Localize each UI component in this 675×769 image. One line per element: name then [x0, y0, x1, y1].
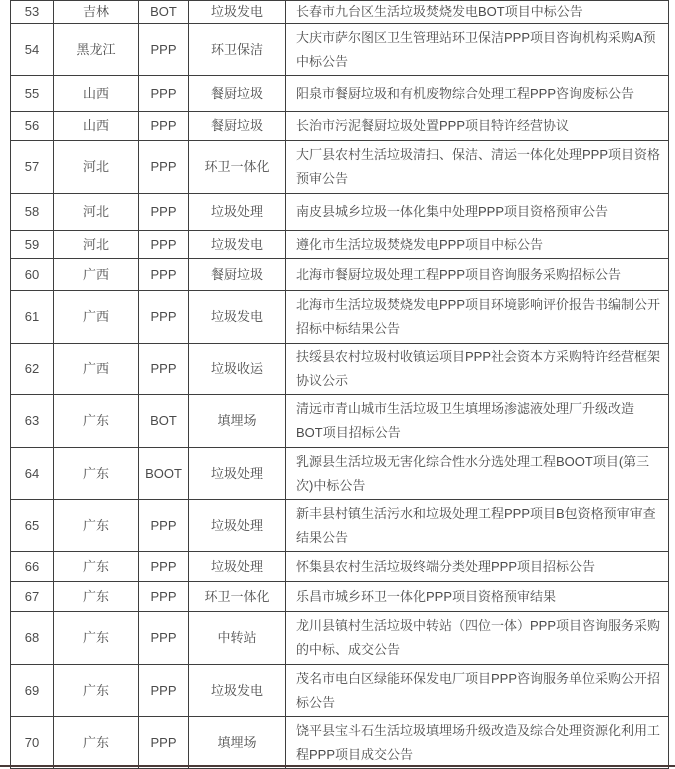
cell-province: 吉林: [54, 1, 139, 23]
cell-index: 57: [11, 141, 54, 193]
cell-index: 58: [11, 194, 54, 230]
cell-model: PPP: [139, 259, 189, 290]
cell-index: 62: [11, 344, 54, 394]
cell-category: 中转站: [189, 612, 286, 664]
cell-index: 56: [11, 112, 54, 140]
table-row: [11, 291, 669, 344]
table-row: [11, 141, 669, 194]
cell-province: 广东: [54, 612, 139, 664]
cell-category: 垃圾处理: [189, 552, 286, 581]
cell-title: 长治市污泥餐厨垃圾处置PPP项目特许经营协议: [286, 112, 669, 140]
cell-province: 山西: [54, 112, 139, 140]
cell-category: 环卫保洁: [189, 24, 286, 75]
cell-title: 龙川县镇村生活垃圾中转站（四位一体）PPP项目咨询服务采购的中标、成交公告: [286, 612, 669, 664]
cell-province: 广东: [54, 395, 139, 447]
cell-model: PPP: [139, 665, 189, 716]
cell-model: PPP: [139, 194, 189, 230]
cell-model: BOT: [139, 395, 189, 447]
cell-index: 54: [11, 24, 54, 75]
table-row: [11, 1, 669, 24]
cell-index: 53: [11, 1, 54, 23]
cell-title: 大庆市萨尔图区卫生管理站环卫保洁PPP项目咨询机构采购A预中标公告: [286, 24, 669, 75]
cell-model: PPP: [139, 76, 189, 111]
cell-category: 环卫一体化: [189, 582, 286, 611]
cell-category: 垃圾收运: [189, 344, 286, 394]
cell-title: 乳源县生活垃圾无害化综合性水分选处理工程BOOT项目(第三次)中标公告: [286, 448, 669, 499]
cell-province: 广西: [54, 344, 139, 394]
cell-index: 63: [11, 395, 54, 447]
cell-index: 61: [11, 291, 54, 343]
table-row: [11, 665, 669, 717]
cell-title: 遵化市生活垃圾焚烧发电PPP项目中标公告: [286, 231, 669, 258]
cell-model: PPP: [139, 500, 189, 551]
cell-category: 垃圾发电: [189, 291, 286, 343]
table-row: [11, 448, 669, 500]
cell-title: 乐昌市城乡环卫一体化PPP项目资格预审结果: [286, 582, 669, 611]
cell-index: 65: [11, 500, 54, 551]
cell-province: 山西: [54, 76, 139, 111]
table-row: [11, 259, 669, 291]
cell-category: 填埋场: [189, 395, 286, 447]
cell-province: 河北: [54, 194, 139, 230]
cell-title: 南皮县城乡垃圾一体化集中处理PPP项目资格预审公告: [286, 194, 669, 230]
cell-title: 阳泉市餐厨垃圾和有机废物综合处理工程PPP咨询废标公告: [286, 76, 669, 111]
table-row: [11, 552, 669, 582]
cell-index: 68: [11, 612, 54, 664]
cell-category: 垃圾发电: [189, 231, 286, 258]
cell-model: PPP: [139, 612, 189, 664]
cell-category: 垃圾处理: [189, 194, 286, 230]
cell-province: 广东: [54, 552, 139, 581]
cell-index: 55: [11, 76, 54, 111]
cell-model: PPP: [139, 717, 189, 768]
cell-model: PPP: [139, 112, 189, 140]
table-row: [11, 231, 669, 259]
cell-model: PPP: [139, 582, 189, 611]
cell-index: 60: [11, 259, 54, 290]
cell-index: 70: [11, 717, 54, 768]
cell-model: PPP: [139, 291, 189, 343]
projects-table: [10, 0, 669, 769]
cell-title: 怀集县农村生活垃圾终端分类处理PPP项目招标公告: [286, 552, 669, 581]
cell-category: 填埋场: [189, 717, 286, 768]
cell-province: 广东: [54, 717, 139, 768]
cell-category: 环卫一体化: [189, 141, 286, 193]
cell-title: 清远市青山城市生活垃圾卫生填埋场渗滤液处理厂升级改造BOT项目招标公告: [286, 395, 669, 447]
cell-title: 大厂县农村生活垃圾清扫、保洁、清运一体化处理PPP项目资格预审公告: [286, 141, 669, 193]
cell-index: 64: [11, 448, 54, 499]
cell-province: 河北: [54, 231, 139, 258]
table-row: [11, 194, 669, 231]
table-row: [11, 344, 669, 395]
cell-index: 69: [11, 665, 54, 716]
cell-model: PPP: [139, 231, 189, 258]
cell-title: 饶平县宝斗石生活垃圾填埋场升级改造及综合处理资源化利用工程PPP项目成交公告: [286, 717, 669, 768]
cell-province: 广东: [54, 582, 139, 611]
table-row: [11, 24, 669, 76]
table-row: [11, 395, 669, 448]
cell-province: 广东: [54, 448, 139, 499]
cell-model: PPP: [139, 24, 189, 75]
cell-title: 新丰县村镇生活污水和垃圾处理工程PPP项目B包资格预审审查结果公告: [286, 500, 669, 551]
table-row: [11, 76, 669, 112]
bottom-edge-line: [0, 765, 675, 767]
cell-province: 广东: [54, 500, 139, 551]
cell-province: 河北: [54, 141, 139, 193]
cell-province: 广西: [54, 291, 139, 343]
cell-category: 垃圾发电: [189, 665, 286, 716]
cell-index: 59: [11, 231, 54, 258]
cell-category: 垃圾处理: [189, 448, 286, 499]
table-row: [11, 612, 669, 665]
cell-index: 66: [11, 552, 54, 581]
table-row: [11, 112, 669, 141]
cell-province: 黑龙江: [54, 24, 139, 75]
cell-model: BOOT: [139, 448, 189, 499]
cell-category: 垃圾处理: [189, 500, 286, 551]
table-row: [11, 500, 669, 552]
cell-province: 广东: [54, 665, 139, 716]
cell-category: 餐厨垃圾: [189, 112, 286, 140]
cell-title: 茂名市电白区绿能环保发电厂项目PPP咨询服务单位采购公开招标公告: [286, 665, 669, 716]
cell-model: PPP: [139, 344, 189, 394]
cell-title: 长春市九台区生活垃圾焚烧发电BOT项目中标公告: [286, 1, 669, 23]
cell-model: PPP: [139, 141, 189, 193]
cell-index: 67: [11, 582, 54, 611]
cell-model: PPP: [139, 552, 189, 581]
table-row: [11, 717, 669, 769]
cell-category: 餐厨垃圾: [189, 259, 286, 290]
cell-model: BOT: [139, 1, 189, 23]
cell-title: 北海市生活垃圾焚烧发电PPP项目环境影响评价报告书编制公开招标中标结果公告: [286, 291, 669, 343]
cell-title: 扶绥县农村垃圾村收镇运项目PPP社会资本方采购特许经营框架协议公示: [286, 344, 669, 394]
cell-title: 北海市餐厨垃圾处理工程PPP项目咨询服务采购招标公告: [286, 259, 669, 290]
table-row: [11, 582, 669, 612]
cell-province: 广西: [54, 259, 139, 290]
cell-category: 餐厨垃圾: [189, 76, 286, 111]
cell-category: 垃圾发电: [189, 1, 286, 23]
